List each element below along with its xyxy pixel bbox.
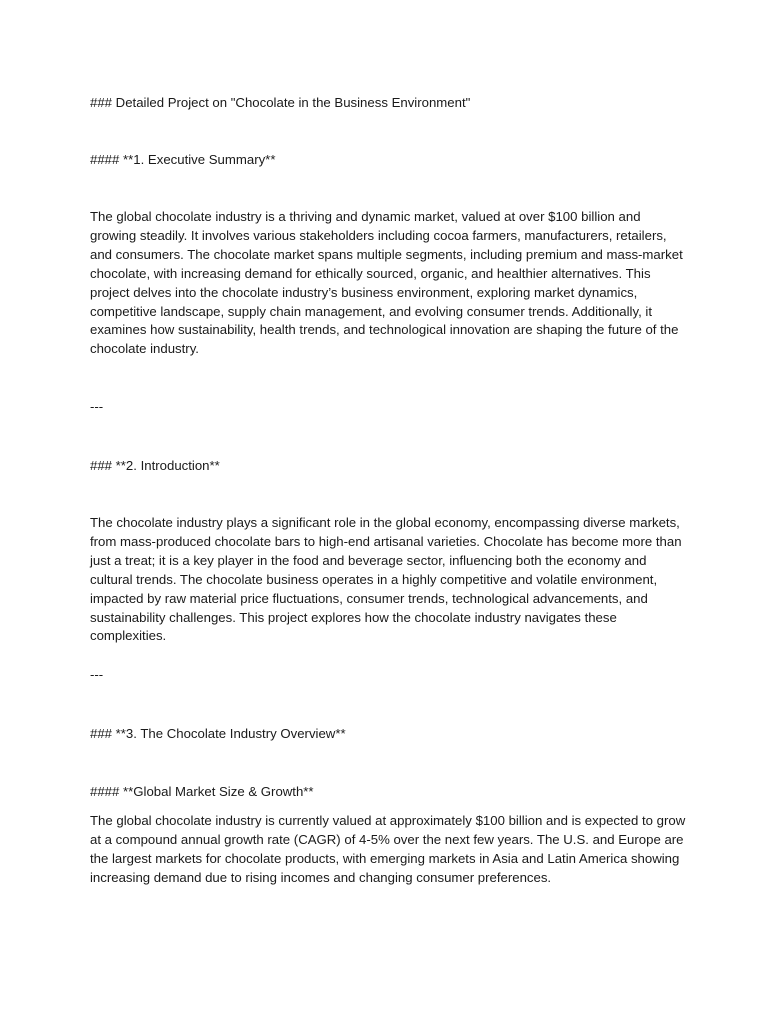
introduction-heading: ### **2. Introduction** <box>90 458 220 473</box>
executive-summary-heading: #### **1. Executive Summary** <box>90 152 276 167</box>
market-size-subheading: #### **Global Market Size & Growth** <box>90 784 314 799</box>
section-divider-1: --- <box>90 399 104 414</box>
executive-summary-paragraph: The global chocolate industry is a thriving and dynamic market, valued at over $100 billion and growing steadily. It involves various stakeholders including cocoa farmers, manufacturers, retailers, and consumers. The chocolate market spans multiple segments, including premium and mass-market chocolate, with increasing demand for ethically sourced, organic, and healthier alternatives. This project delves into the chocolate industry’s business environment, exploring market dynamics, competitive landscape, supply chain management, and evolving consumer trends. Additionally, it examines how sustainability, health trends, and technological innovation are shaping the future of the chocolate industry. <box>90 209 683 357</box>
section-divider-2: --- <box>90 667 104 682</box>
industry-overview-heading: ### **3. The Chocolate Industry Overview** <box>90 726 346 741</box>
market-size-paragraph: The global chocolate industry is currently valued at approximately $100 billion and is expected to grow at a compound annual growth rate (CAGR) of 4-5% over the next few years. The U.S. and Europe are the largest markets for chocolate products, with emerging markets in Asia and Latin America showing increasing demand due to rising incomes and changing consumer preferences. <box>90 813 686 885</box>
introduction-paragraph: The chocolate industry plays a significant role in the global economy, encompassing diverse markets, from mass-produced chocolate bars to high-end artisanal varieties. Chocolate has become more than just a treat; it is a key player in the food and beverage sector, influencing both the economy and cultural trends. The chocolate business operates in a highly competitive and volatile environment, impacted by raw material price fluctuations, consumer trends, technological advancements, and sustainability challenges. This project explores how the chocolate industry navigates these complexities. <box>90 515 682 644</box>
document-title-line: ### Detailed Project on "Chocolate in the Business Environment" <box>90 95 471 110</box>
